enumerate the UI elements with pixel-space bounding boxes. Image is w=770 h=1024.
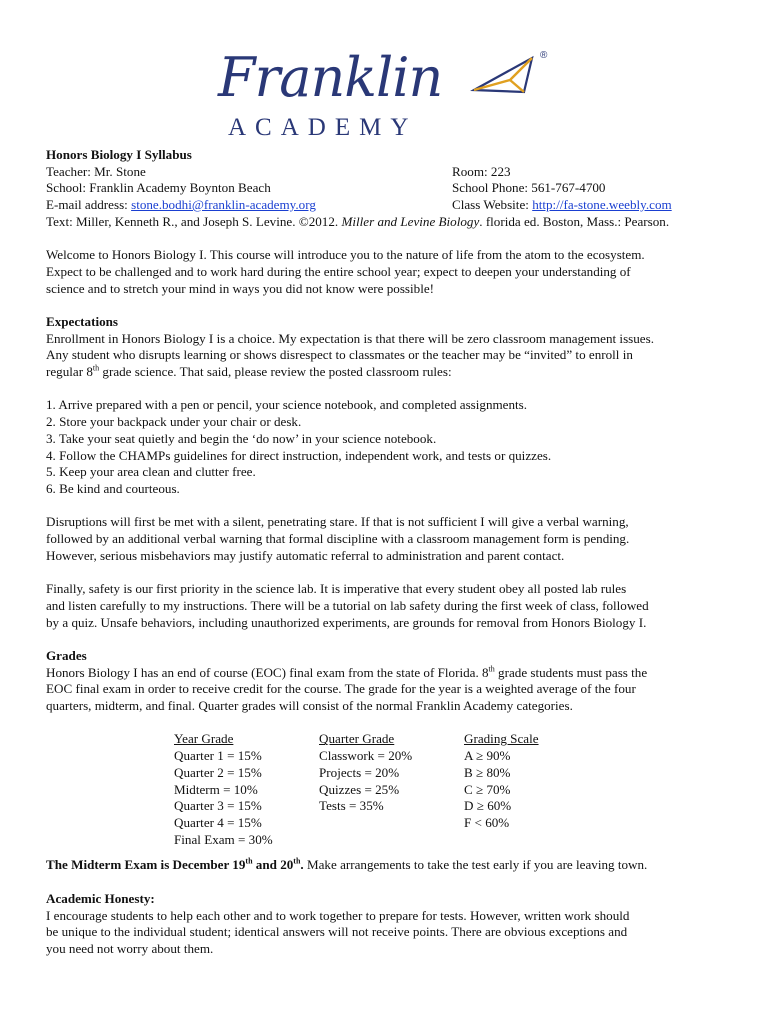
disruptions-paragraph [46,514,736,564]
grade-item: Tests = 35% [319,798,384,814]
grade-item: Quarter 2 = 15% [174,764,262,780]
grades-table [46,731,736,849]
room: Room: 223 [452,163,511,179]
text-run: grade students must pass the [494,664,648,680]
honesty-heading: Academic Honesty: [46,890,155,906]
email-website-row [46,197,736,214]
list-item: 5. Keep your area clean and clutter free. [46,464,256,480]
registered-mark: ® [540,50,548,61]
expectations-heading: Expectations [46,313,119,329]
list-item: 4. Follow the CHAMPs guidelines for direct instruction, independent work, and tests or quizzes. [46,447,552,463]
superscript: th [245,857,253,867]
textbook-line [46,214,736,231]
text-run: The Midterm Exam is December 19 [46,857,246,873]
textbook-prefix: Text: Miller, Kenneth R., and Joseph S. Levine. ©2012. [46,213,342,229]
paragraph-line: Enrollment in Honors Biology I is a choice. My expectation is that there will be zero classroom management issues. [46,330,654,346]
superscript: th [488,664,495,674]
paragraph-line: Disruptions will first be met with a silent, penetrating stare. If that is not sufficient I will give a verbal warning, [46,514,629,530]
text-run: Make arrangements to take the test early if you are leaving town. [303,857,648,873]
grades-paragraph [46,665,736,715]
document-body [46,147,736,958]
grade-item: Quarter 1 = 15% [174,748,262,764]
superscript: th [293,857,301,867]
list-item: 6. Be kind and courteous. [46,480,180,496]
grade-item: Quizzes = 25% [319,781,400,797]
text-run: Honors Biology I has an end of course (EOC) final exam from the state of Florida. 8 [46,664,489,680]
honesty-paragraph [46,908,736,958]
list-item: 2. Store your backpack under your chair or desk. [46,414,302,430]
quarter-grade-column [319,731,412,815]
website-link[interactable]: http://fa-stone.weebly.com [532,197,672,213]
list-item: 1. Arrive prepared with a pen or pencil, your science notebook, and completed assignments. [46,397,528,413]
rules-list [46,397,736,497]
document-title: Honors Biology I Syllabus [46,147,192,162]
paragraph-line: by a quiz. Unsafe behaviors, including unauthorized experiments, are grounds for removal from Honors Biology I. [46,614,647,630]
paragraph-line: Welcome to Honors Biology I. This course will introduce you to the nature of life from the atom to the ecosystem. [46,247,645,263]
logo-script-text: Franklin [218,46,443,109]
grade-item: Classwork = 20% [319,748,413,764]
grade-item: Quarter 3 = 15% [174,798,262,814]
grades-heading: Grades [46,647,87,663]
envelope-icon [470,52,540,102]
paragraph-line: quarters, midterm, and final. Quarter grades will consist of the normal Franklin Academy categories. [46,698,573,714]
teacher-room-row [46,164,736,181]
website-group [452,197,672,214]
grade-item: B ≥ 80% [464,764,511,780]
paragraph-line: EOC final exam in order to receive credit for the course. The grade for the year is a weighted average of the four [46,681,636,697]
welcome-paragraph [46,247,736,297]
grade-item: C ≥ 70% [464,781,511,797]
textbook-suffix: . florida ed. Boston, Mass.: Pearson. [479,213,670,229]
email-link[interactable]: stone.bodhi@franklin-academy.org [131,197,316,213]
text-run: . [300,857,304,873]
grade-item: Midterm = 10% [174,781,258,797]
column-header: Grading Scale [464,731,539,747]
paragraph-line: followed by an additional verbal warning that formal discipline with a classroom management form is pending. [46,531,630,547]
safety-paragraph [46,581,736,631]
expectations-paragraph [46,331,736,381]
grade-item: Quarter 4 = 15% [174,814,262,830]
teacher: Teacher: Mr. Stone [46,163,146,179]
paragraph-line: science and to stretch your mind in ways you did not know were possible! [46,280,435,296]
text-run: regular 8 [46,364,93,380]
grade-item: Final Exam = 30% [174,831,273,847]
paragraph-line [46,665,736,682]
text-run: and 20 [252,857,294,873]
email-label: E-mail address: [46,197,132,213]
grading-scale-column [464,731,539,831]
paragraph-line: Finally, safety is our first priority in the science lab. It is imperative that every student obey all posted lab rules [46,581,627,597]
paragraph-line: be unique to the individual student; identical answers will not receive points. There are obvious exceptions and [46,924,628,940]
logo-academy-text: ACADEMY [228,114,418,141]
text-run: grade science. That said, please review the posted classroom rules: [99,364,452,380]
grade-item: D ≥ 60% [464,798,512,814]
franklin-academy-logo [218,48,558,148]
paragraph-line: Any student who disrupts learning or shows disrespect to classmates or the teacher may be “invited” to enroll in [46,347,633,363]
paragraph-line: Expect to be challenged and to work hard during the entire school year; expect to deepen your understanding of [46,263,631,279]
textbook-title: Miller and Levine Biology [341,213,480,229]
school: School: Franklin Academy Boynton Beach [46,180,271,196]
superscript: th [92,363,100,373]
paragraph-line: and listen carefully to my instructions. There will be a tutorial on lab safety during the first week of class, followed [46,597,649,613]
grade-item: A ≥ 90% [464,748,511,764]
school-phone-row [46,180,736,197]
list-item: 3. Take your seat quietly and begin the ‘do now’ in your science notebook. [46,430,437,446]
column-header: Year Grade [174,731,234,747]
year-grade-column [174,731,273,848]
paragraph-line: you need not worry about them. [46,940,214,956]
paragraph-line: However, serious misbehaviors may justify automatic referral to administration and parent contact. [46,547,565,563]
school-phone: School Phone: 561-767-4700 [452,180,606,196]
column-header: Quarter Grade [319,731,395,747]
grade-item: Projects = 20% [319,764,400,780]
website-label: Class Website: [452,197,533,213]
grade-item: F < 60% [464,814,510,830]
paragraph-line: I encourage students to help each other and to work together to prepare for tests. However, written work should [46,907,630,923]
midterm-line [46,857,736,874]
paragraph-line [46,364,736,381]
